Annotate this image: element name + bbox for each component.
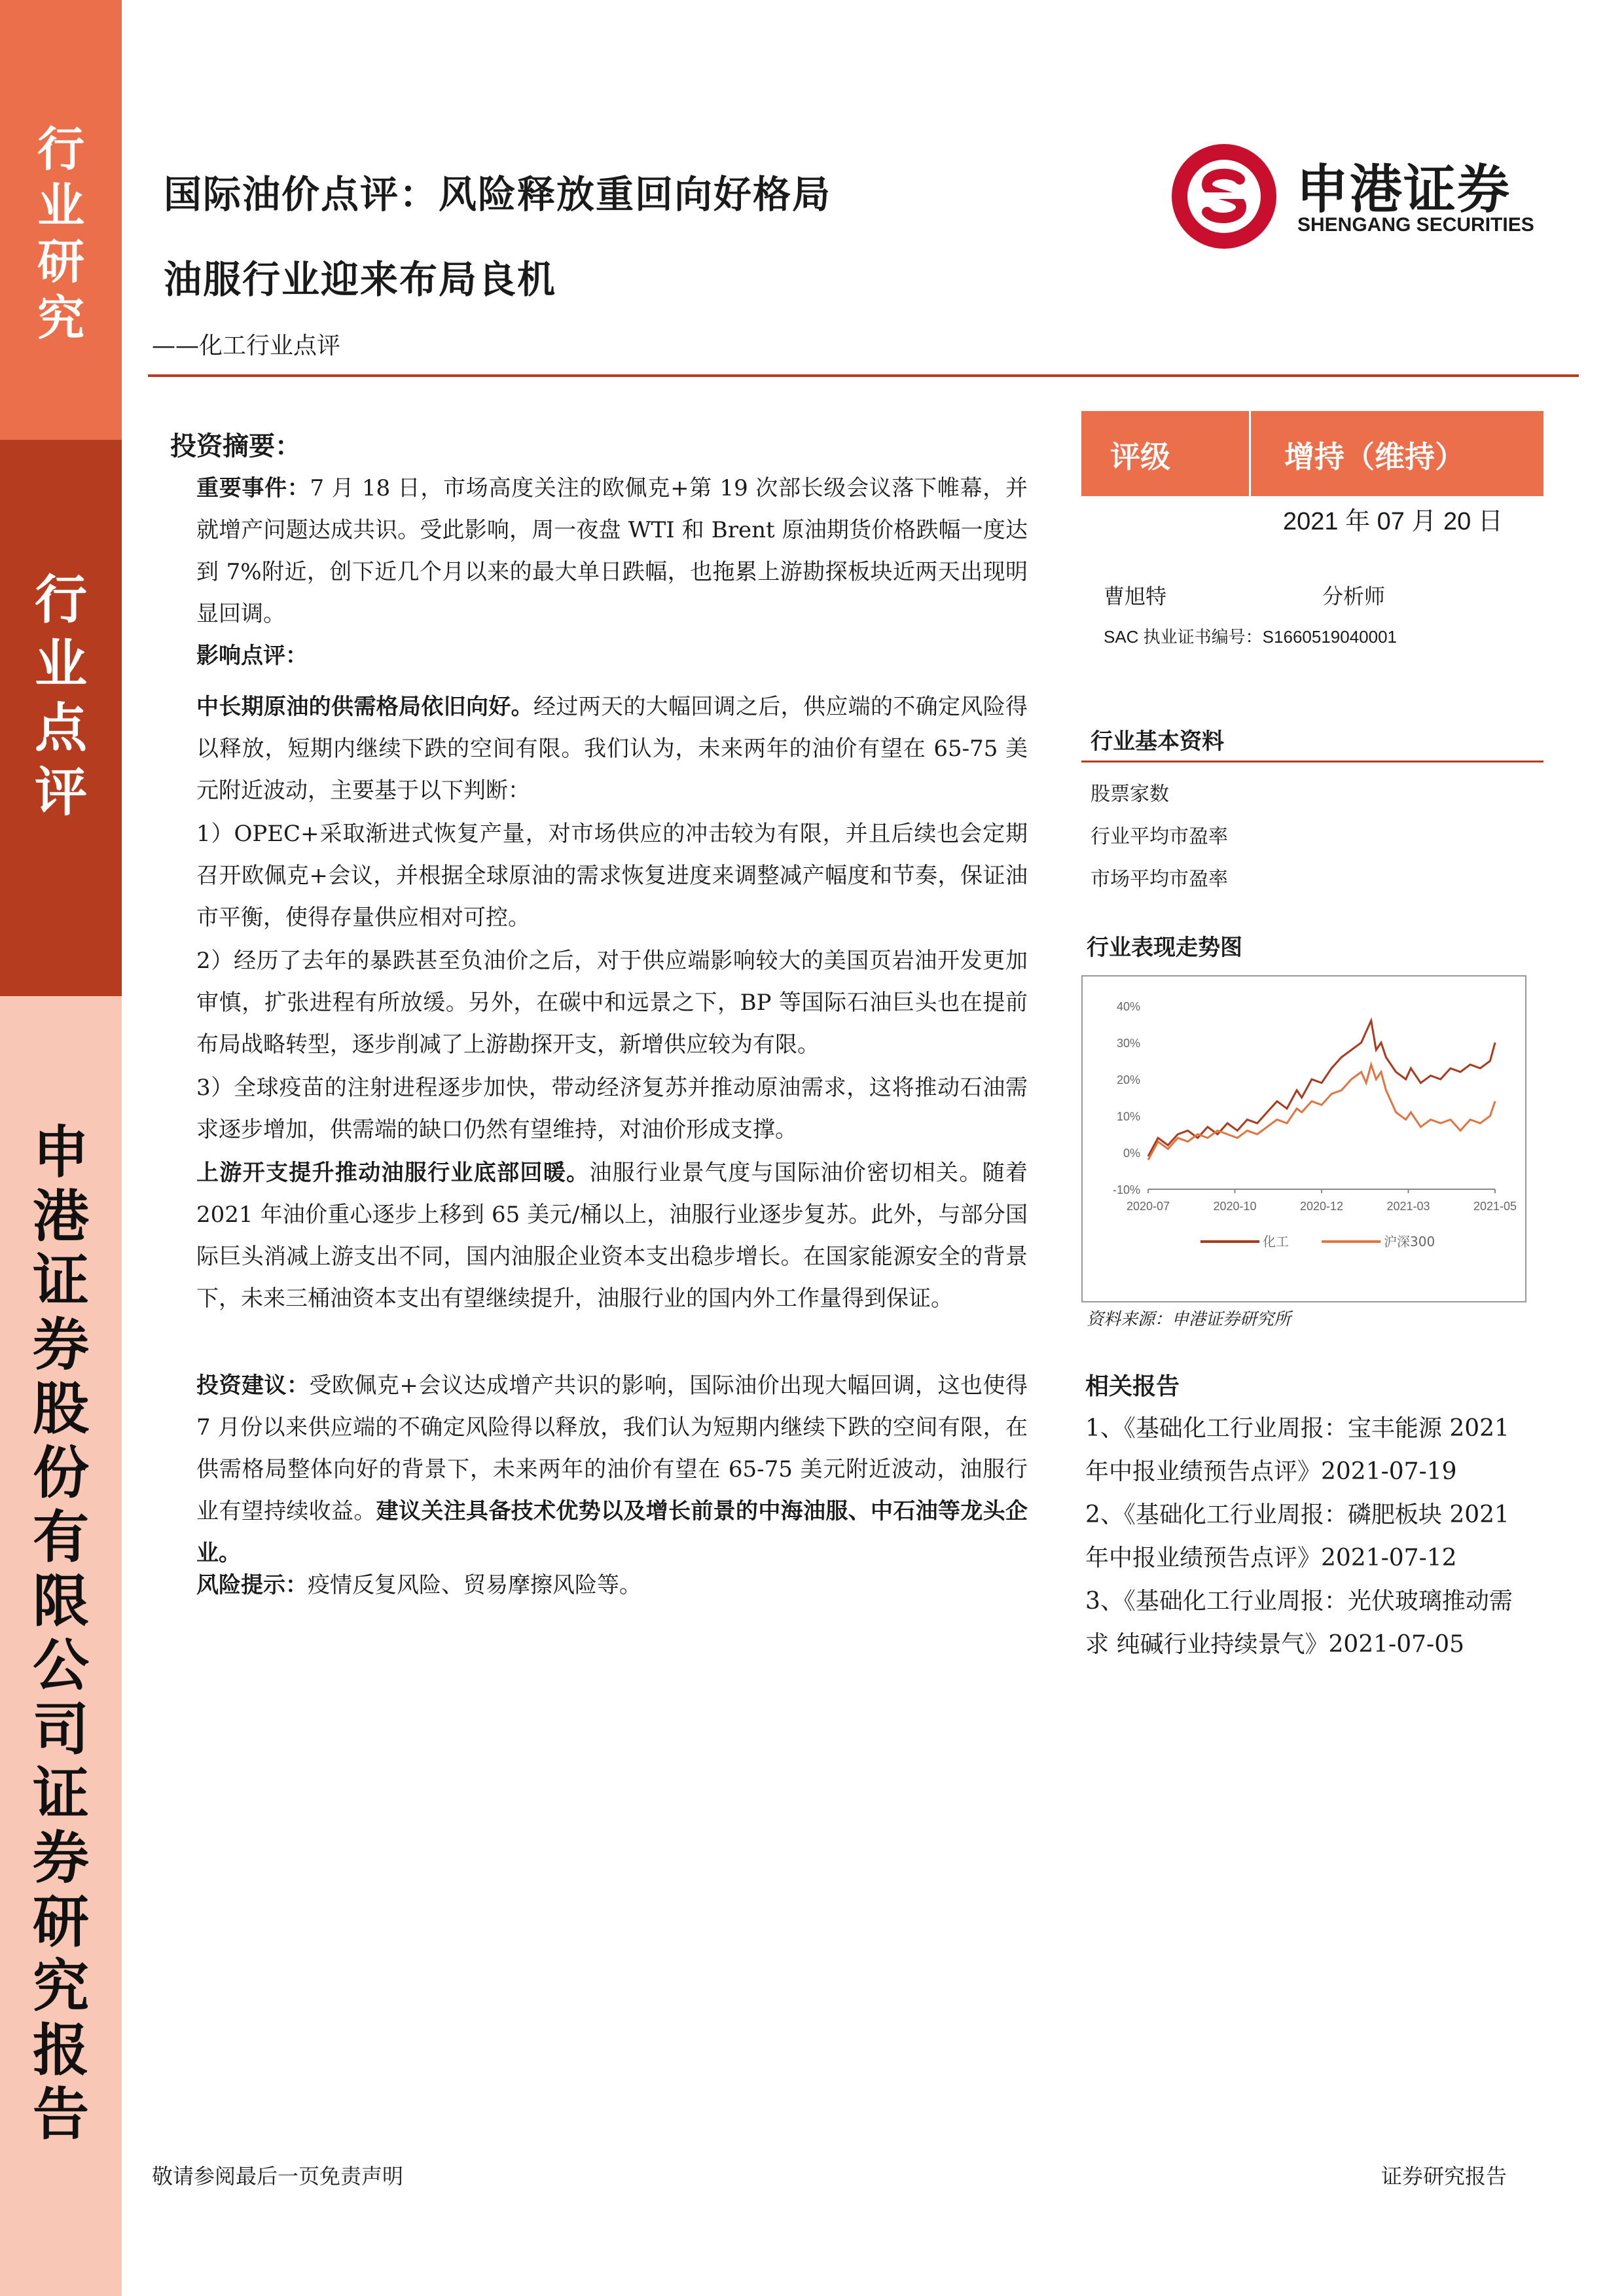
sidebar-char: 研 <box>33 1889 89 1955</box>
basic-info-item: 股票家数 <box>1091 783 1169 806</box>
basic-info-item: 市场平均市盈率 <box>1091 868 1228 891</box>
chart-source: 资料来源：申港证券研究所 <box>1087 1310 1291 1329</box>
rating-box <box>1081 411 1543 496</box>
company-logo <box>1172 141 1571 252</box>
basic-info-heading: 行业基本资料 <box>1091 728 1224 755</box>
summary-heading: 投资摘要： <box>170 431 301 461</box>
series-line-1 <box>1148 1065 1495 1160</box>
x-tick-label: 2021-05 <box>1473 1200 1517 1213</box>
risk-text: 疫情反复风险、贸易摩擦风险等。 <box>308 1572 641 1598</box>
impact-paragraph-4: 3）全球疫苗的注射进程逐步加快，带动经济复苏并推动原油需求，这将推动石油需求逐步增加，供需端的缺口仍然有望维持，对油价形成支撑。 <box>196 1075 1028 1143</box>
footer-disclaimer: 敬请参阅最后一页免责声明 <box>152 2164 404 2189</box>
sidebar-char: 司 <box>33 1696 89 1763</box>
related-report-item[interactable]: 1、《基础化工行业周报：宝丰能源 2021 年中报业绩预告点评》2021-07-19 <box>1085 1415 1509 1485</box>
sidebar-char: 研 <box>37 234 84 289</box>
advice-paragraph <box>196 1365 1028 1574</box>
rating-divider <box>1249 411 1251 496</box>
basic-info-item: 行业平均市盈率 <box>1091 825 1228 848</box>
advice-text: 受欧佩克+会议达成增产共识的影响，国际油价出现大幅回调，这也使得 7 月份以来供应端的不确定风险得以释放，我们认为短期内继续下跌的空间有限，在供需格局整体向好的背景下，未来两年的油价有望在 65-75 美元附近波动，油服行业有望持续收益。 <box>196 1372 1028 1524</box>
sidebar-type <box>0 440 122 996</box>
sidebar-company <box>0 996 122 2296</box>
sidebar-char: 限 <box>33 1568 89 1634</box>
impact-paragraph-1 <box>196 686 1028 812</box>
related-report-item[interactable]: 3、《基础化工行业周报：光伏玻璃推动需求 纯碱行业持续景气》2021-07-05 <box>1085 1588 1513 1658</box>
sidebar-char: 股 <box>33 1376 89 1442</box>
related-reports-heading: 相关报告 <box>1085 1372 1180 1400</box>
sidebar-char: 行 <box>35 569 87 630</box>
x-tick-label: 2020-12 <box>1299 1200 1344 1213</box>
x-tick-label: 2021-03 <box>1386 1200 1430 1213</box>
sidebar-char: 申 <box>33 1119 89 1185</box>
impact-p1-bold: 中长期原油的供需格局依旧向好。 <box>196 694 533 720</box>
risk-label: 风险提示： <box>196 1572 308 1598</box>
y-tick-label: 0% <box>1123 1147 1140 1160</box>
rating-value: 增持（维持） <box>1284 439 1465 475</box>
event-text: 7 月 18 日，市场高度关注的欧佩克+第 19 次部长级会议落下帷幕，并就增产问题达成共识。受此影响，周一夜盘 WTI 和 Brent 原油期货价格跌幅一度达到 7%附近，创下近几个月以来的最大单日跌幅，也拖累上游勘探板块近两天出现明显回调。 <box>196 475 1028 627</box>
sidebar-char: 业 <box>37 177 84 233</box>
logo-mark-icon <box>1172 144 1276 249</box>
y-tick-label: -10% <box>1112 1183 1140 1196</box>
sidebar-char: 评 <box>35 761 87 823</box>
logo-text-en: SHENGANG SECURITIES <box>1297 214 1534 236</box>
report-title-line1: 国际油价点评：风险释放重回向好格局 <box>164 172 832 217</box>
trend-chart <box>1081 975 1526 1302</box>
event-label: 重要事件： <box>196 475 310 501</box>
footer-report-type: 证券研究报告 <box>1381 2164 1507 2189</box>
sidebar-char: 究 <box>37 290 84 346</box>
upstream-bold: 上游开支提升推动油服行业底部回暖。 <box>196 1160 590 1186</box>
sidebar-char: 公 <box>33 1632 89 1698</box>
sidebar-char: 份 <box>33 1440 89 1506</box>
related-report-item[interactable]: 2、《基础化工行业周报：磷肥板块 2021 年中报业绩预告点评》2021-07-12 <box>1085 1501 1509 1571</box>
report-title-line2: 油服行业迎来布局良机 <box>164 257 557 302</box>
impact-paragraph-2: 1）OPEC+采取渐进式恢复产量，对市场供应的冲击较为有限，并且后续也会定期召开欧佩克+会议，并根据全球原油的需求恢复进度来调整减产幅度和节奏，保证油市平衡，使得存量供应相对可控。 <box>196 821 1028 931</box>
impact-p1-text: 经过两天的大幅回调之后，供应端的不确定风险得以释放，短期内继续下跌的空间有限。我们认为，未来两年的油价有望在 65-75 美元附近波动，主要基于以下判断： <box>196 694 1028 804</box>
rating-label: 评级 <box>1110 439 1170 475</box>
left-sidebar <box>0 0 122 2296</box>
event-paragraph <box>196 467 1028 635</box>
report-date: 2021 年 07 月 20 日 <box>1283 508 1503 535</box>
analyst-cert: SAC 执业证书编号：S1660519040001 <box>1104 627 1398 647</box>
impact-label-paragraph <box>196 635 1028 677</box>
sidebar-char: 券 <box>33 1825 89 1891</box>
analyst-name: 曹旭特 <box>1104 584 1167 609</box>
y-tick-label: 40% <box>1116 1000 1140 1013</box>
upstream-text: 油服行业景气度与国际油价密切相关。随着 2021 年油价重心逐步上移到 65 美元/桶以上，油服行业逐步复苏。此外，与部分国际巨头消减上游支出不同，国内油服企业资本支出稳步增长。在国家能源安全的背景下，未来三桶油资本支出有望继续提升，油服行业的国内外工作量得到保证。 <box>196 1160 1028 1312</box>
legend-label: 沪深300 <box>1384 1234 1435 1249</box>
trend-heading: 行业表现走势图 <box>1087 935 1242 961</box>
legend-label: 化工 <box>1263 1234 1289 1249</box>
sidebar-char: 行 <box>37 121 84 177</box>
basic-info-divider <box>1081 761 1543 762</box>
advice-label: 投资建议： <box>196 1372 310 1399</box>
impact-label: 影响点评： <box>196 643 308 669</box>
sidebar-char: 报 <box>33 2017 89 2083</box>
x-tick-label: 2020-10 <box>1213 1200 1257 1213</box>
sidebar-char: 点 <box>35 697 87 759</box>
sidebar-char: 究 <box>33 1953 89 2019</box>
report-subtitle: ——化工行业点评 <box>152 332 341 359</box>
upstream-paragraph <box>196 1152 1028 1319</box>
x-tick-label: 2020-07 <box>1126 1200 1170 1213</box>
sidebar-char: 证 <box>33 1247 89 1314</box>
analyst-role: 分析师 <box>1322 584 1386 609</box>
risk-paragraph <box>196 1564 1028 1606</box>
trend-chart-svg <box>1083 977 1525 1301</box>
advice-bold: 建议关注具备技术优势以及增长前景的中海油服、中石油等龙头企业。 <box>196 1498 1028 1566</box>
logo-text-cn: 申港证券 <box>1296 159 1511 220</box>
header-divider <box>148 374 1579 377</box>
sidebar-category <box>0 0 122 440</box>
y-tick-label: 30% <box>1116 1037 1140 1050</box>
sidebar-char: 证 <box>33 1761 89 1827</box>
sidebar-char: 业 <box>35 633 87 694</box>
sidebar-char: 港 <box>33 1183 89 1249</box>
sidebar-char: 告 <box>33 2081 89 2147</box>
y-tick-label: 20% <box>1116 1073 1140 1086</box>
sidebar-char: 有 <box>33 1504 89 1570</box>
impact-paragraph-3: 2）经历了去年的暴跌甚至负油价之后，对于供应端影响较大的美国页岩油开发更加审慎，扩张进程有所放缓。另外，在碳中和远景之下，BP 等国际石油巨头也在提前布局战略转型，逐步削减了上游勘探开支，新增供应较为有限。 <box>196 948 1028 1058</box>
sidebar-char: 券 <box>33 1312 89 1378</box>
y-tick-label: 10% <box>1116 1110 1140 1123</box>
